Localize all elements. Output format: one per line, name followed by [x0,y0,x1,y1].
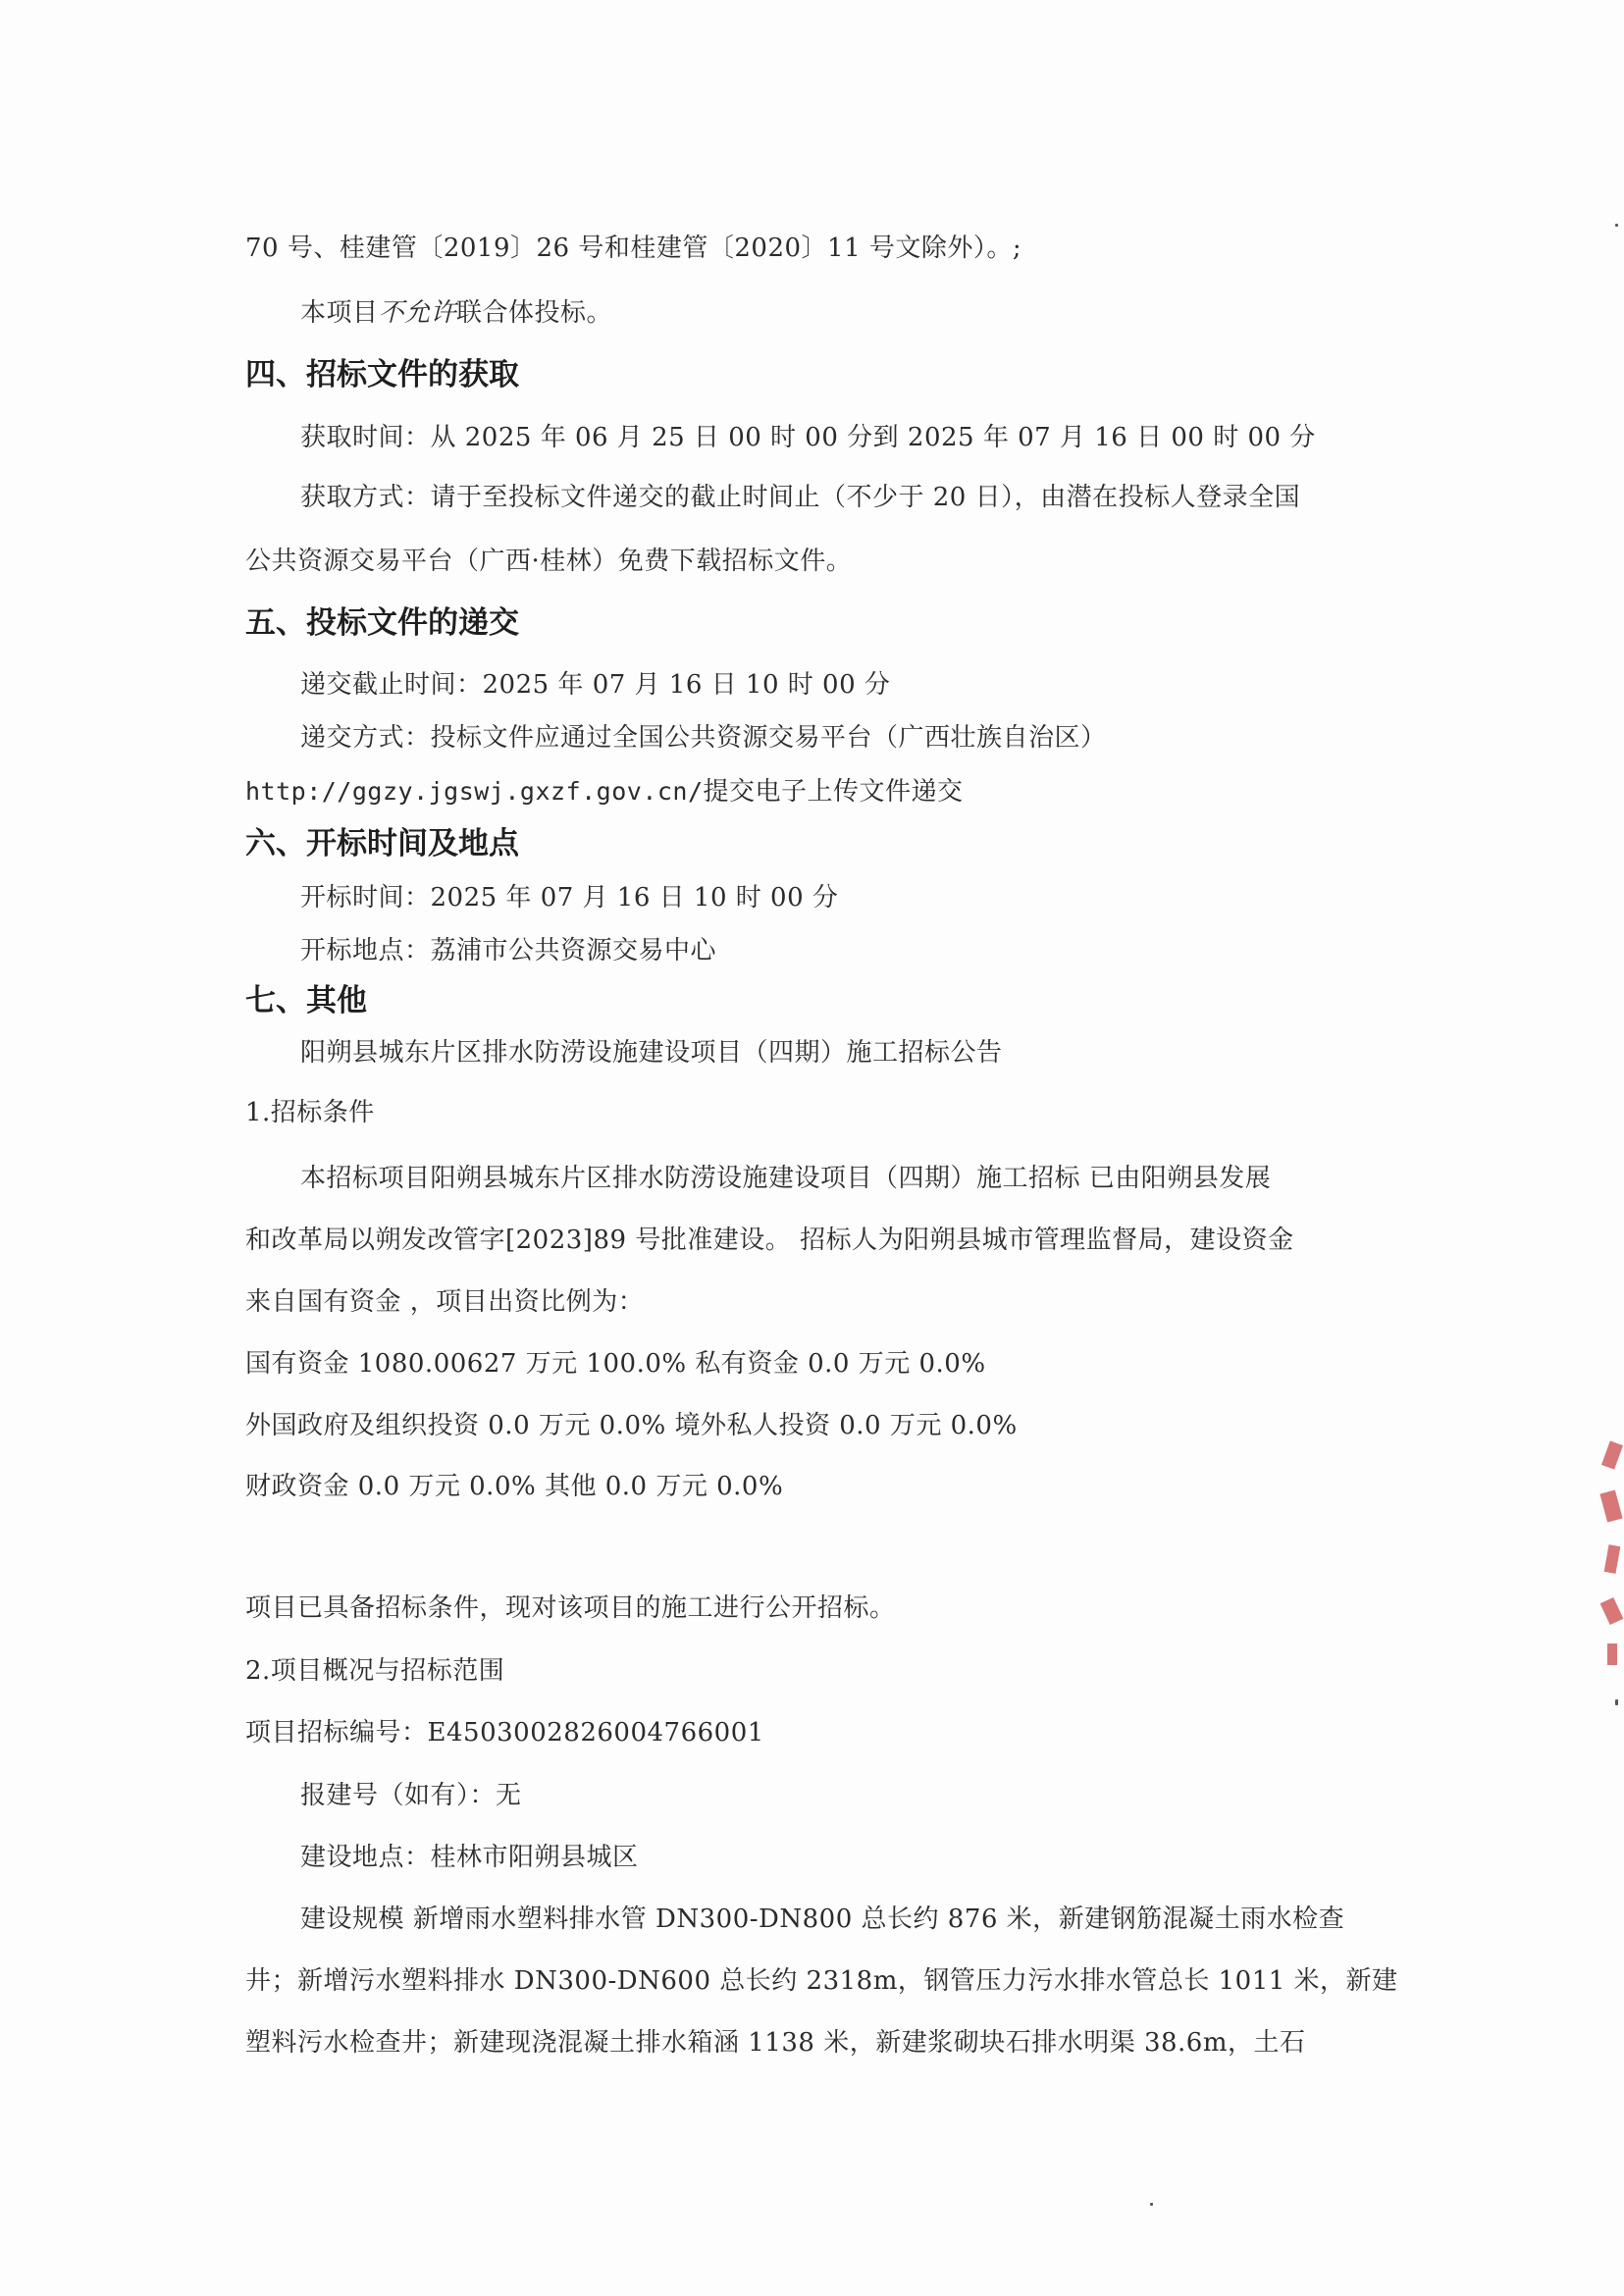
funding-line3: 财政资金 0.0 万元 0.0% 其他 0.0 万元 0.0% [245,1472,784,1501]
continued-text-line: 70 号、桂建管〔2019〕26 号和桂建管〔2020〕11 号文除外）。; [245,234,1022,263]
tender-code: 项目招标编号：E4503002826004766001 [245,1718,764,1748]
construction-location: 建设地点：桂林市阳朔县城区 [300,1843,639,1872]
condition-line2: 和改革局以朔发改管字[2023]89 号批准建设。 招标人为阳朔县城市管理监督局，建设资金 [245,1226,1294,1255]
section-5-heading: 五、投标文件的递交 [245,605,519,641]
section-6-place: 开标地点：荔浦市公共资源交易中心 [300,936,717,965]
scale-line3: 塑料污水检查井；新建现浇混凝土排水箱涵 1138 米，新建浆砌块石排水明渠 38.6m，土石 [245,2028,1306,2058]
scale-line1: 建设规模 新增雨水塑料排水管 DN300-DN800 总长约 876 米，新建钢筋混凝土雨水检查 [300,1905,1345,1934]
section-4-time: 获取时间：从 2025 年 06 月 25 日 00 时 00 分到 2025 年 07 月 16 日 00 时 00 分 [300,423,1316,452]
funding-line1: 国有资金 1080.00627 万元 100.0% 私有资金 0.0 万元 0.0% [245,1349,986,1379]
section-4-method-line2: 公共资源交易平台（广西·桂林）免费下载招标文件。 [245,547,853,576]
condition-line1: 本招标项目阳朔县城东片区排水防涝设施建设项目（四期）施工招标 已由阳朔县发展 [300,1164,1272,1193]
condition-line3: 来自国有资金 ，项目出资比例为： [245,1287,645,1317]
section-4-heading: 四、招标文件的获取 [245,357,519,392]
registration-number: 报建号（如有）：无 [300,1781,522,1810]
section-7-heading: 七、其他 [245,983,367,1018]
section-5-method-line2 [245,775,964,809]
consortium-prefix: 本项目 [300,298,379,328]
section-4-method-line1: 获取方式：请于至投标文件递交的截止时间止（不少于 20 日），由潜在投标人登录全国 [300,483,1301,512]
scan-speck [1615,224,1618,227]
notice-title: 阳朔县城东片区排水防涝设施建设项目（四期）施工招标公告 [300,1038,1003,1068]
funding-line2: 外国政府及组织投资 0.0 万元 0.0% 境外私人投资 0.0 万元 0.0% [245,1411,1018,1440]
section-6-time: 开标时间：2025 年 07 月 16 日 10 时 00 分 [300,883,839,913]
subsection-1-heading: 1.招标条件 [245,1098,375,1127]
scan-speck [1615,1699,1618,1705]
section-6-heading: 六、开标时间及地点 [245,826,519,861]
section-5-method-line1: 递交方式：投标文件应通过全国公共资源交易平台（广西壮族自治区） [300,723,1107,753]
partial-seal-mark [1601,1442,1624,1678]
subsection-2-heading: 2.项目概况与招标范围 [245,1656,505,1686]
consortium-statement [300,296,612,330]
ready-statement: 项目已具备招标条件，现对该项目的施工进行公开招标。 [245,1593,896,1623]
consortium-suffix: 联合体投标。 [456,298,613,328]
scan-speck [1150,2203,1153,2206]
section-5-deadline: 递交截止时间：2025 年 07 月 16 日 10 时 00 分 [300,670,891,700]
section-5-method-suffix: 提交电子上传文件递交 [703,777,964,807]
platform-url: http://ggzy.jgswj.gxzf.gov.cn/ [245,777,704,806]
consortium-emphasis: 不允许 [378,298,457,328]
scale-line2: 井；新增污水塑料排水 DN300-DN600 总长约 2318m，钢管压力污水排水管总长 1011 米，新建 [245,1966,1398,1996]
